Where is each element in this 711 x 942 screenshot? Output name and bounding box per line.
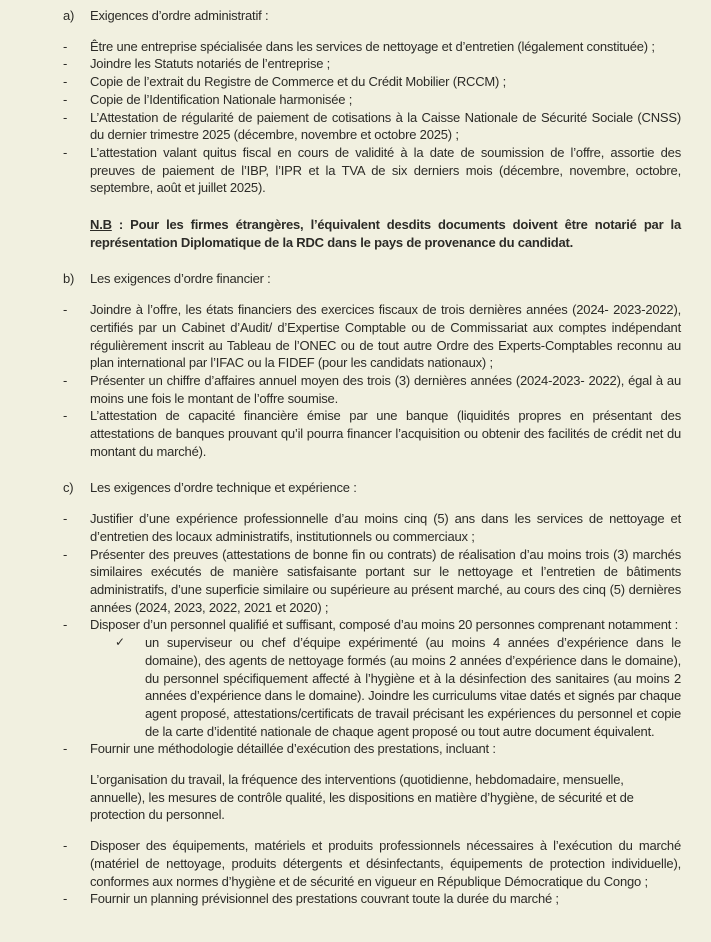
item-text: Fournir une méthodologie détaillée d’exécution des prestations, incluant : <box>90 741 496 757</box>
dash-marker: - <box>63 891 68 907</box>
section-label: a) <box>63 8 75 23</box>
dash-marker: - <box>63 511 68 527</box>
section-label: c) <box>63 480 74 496</box>
dash-marker: - <box>63 91 68 107</box>
item-text: Joindre les Statuts notariés de l’entreprise ; <box>90 56 331 72</box>
list-item <box>63 301 681 372</box>
section-technical <box>63 479 681 907</box>
list-item <box>63 144 681 197</box>
item-text: Copie de l’extrait du Registre de Commerce et du Crédit Mobilier (RCCM) ; <box>90 74 506 90</box>
dash-marker: - <box>63 74 68 90</box>
nb-text <box>90 216 681 251</box>
list-item <box>63 740 681 758</box>
dash-marker: - <box>63 56 68 72</box>
dash-marker: - <box>63 838 68 854</box>
item-text: Disposer d’un personnel qualifié et suffisant, composé d’au moins 20 personnes comprenant notamment : <box>90 617 679 633</box>
nb-note <box>63 216 681 251</box>
item-text: un superviseur ou chef d’équipe expérimenté (au moins 4 années d’expérience dans le domaine), des agents de nettoyage formés (au moins 2 années d’expérience dans le domaine), du personnel spécifiquement affecté à l’hygiène et à la désinfection des sanitaires (au moins 2 années d’expérience dans le domaine). Joindre les curriculums vitae datés et signés par chaque agent proposé, attestations/certificats de travail précisant les expériences du personnel et copie de la carte d’identité nationale de chaque agent proposé ou tout autre document équivalent. <box>145 635 681 739</box>
item-text: L’attestation de capacité financière émise par une banque (liquidités propres en présentant des attestations de banques prouvant qu’il pourra financer l’acquisition ou obtenir des facilités de crédit net du montant du marché). <box>90 408 681 459</box>
methodology-detail-text: L’organisation du travail, la fréquence des interventions (quotidienne, hebdomadaire, mensuelle, annuelle), les mesures de contrôle qualité, les dispositions en matière d’hygiène, de sécurité et de protection du personnel. <box>90 772 634 823</box>
list-item <box>63 616 681 634</box>
section-label: b) <box>63 271 75 287</box>
dash-marker: - <box>63 109 68 125</box>
nb-body: : Pour les firmes étrangères, l’équivalent desdits documents doivent être notarié par la représentation Diplomatique de la RDC dans le pays de provenance du candidat. <box>90 217 681 250</box>
list-item <box>63 55 681 73</box>
section-heading <box>63 479 681 497</box>
item-text: L’Attestation de régularité de paiement de cotisations à la Caisse Nationale de Sécurité Sociale (CNSS) du dernier trimestre 2025 (décembre, novembre et octobre 2025) ; <box>90 109 681 143</box>
item-text: Fournir un planning prévisionnel des prestations couvrant toute la durée du marché ; <box>90 891 559 907</box>
list-item <box>63 109 681 144</box>
item-text: Présenter un chiffre d’affaires annuel moyen des trois (3) dernières années (2024-2023- 2022), égal à au moins une fois le montant de l’offre soumise. <box>90 372 681 406</box>
item-text: Joindre à l’offre, les états financiers des exercices fiscaux de trois dernières années (2024- 2023-2022), certifiés par un Cabinet d’Audit/ d’Expertise Comptable ou de Commissariat aux comptes indépendant régulièrement inscrit au Tableau de l’ONEC ou de tout autre Ordre des Experts-Comptables reconnu au plan international par l’IFAC ou la FIDEF (pour les candidats nationaux) ; <box>90 302 681 371</box>
dash-marker: - <box>63 617 68 633</box>
list-item <box>63 73 681 91</box>
section-heading <box>63 7 681 25</box>
list-item <box>63 890 681 908</box>
dash-marker: - <box>63 741 68 757</box>
dash-marker: - <box>63 408 68 424</box>
item-text: Disposer des équipements, matériels et produits professionnels nécessaires à l’exécution du marché (matériel de nettoyage, produits détergents et désinfectants, équipements de protection individuelle), conformes aux normes d’hygiène et de sécurité en vigueur en République Démocratique du Congo ; <box>90 838 681 889</box>
item-text: Copie de l’Identification Nationale harmonisée ; <box>90 91 353 107</box>
list-item <box>63 837 681 890</box>
item-text: Être une entreprise spécialisée dans les services de nettoyage et d’entretien (légalement constituée) ; <box>90 38 655 54</box>
section-heading <box>63 270 681 288</box>
item-text: Présenter des preuves (attestations de bonne fin ou contrats) de réalisation d’au moins trois (3) marchés similaires exécutés de manière satisfaisante portant sur le nettoyage et l’entretien de bâtiments administratifs, d’une superficie similaire ou supérieure au présent marché, au cours des cinq (5) dernières années (2024, 2023, 2022, 2021 et 2020) ; <box>90 546 681 615</box>
list-item <box>63 546 681 617</box>
list-item <box>63 91 681 109</box>
list-item <box>63 38 681 56</box>
list-item <box>63 407 681 460</box>
section-financial <box>63 270 681 460</box>
dash-marker: - <box>63 372 68 388</box>
check-icon: ✓ <box>115 635 125 650</box>
section-administrative <box>63 7 681 197</box>
dash-marker: - <box>63 546 68 562</box>
list-item <box>63 372 681 407</box>
section-title: Les exigences d’ordre technique et expérience : <box>90 480 357 496</box>
section-title: Les exigences d’ordre financier : <box>90 271 271 287</box>
dash-marker: - <box>63 38 68 54</box>
dash-marker: - <box>63 144 68 160</box>
item-text: L’attestation valant quitus fiscal en cours de validité à la date de soumission de l’offre, assortie des preuves de paiement de l’IBP, l’IPR et la TVA de six derniers mois (décembre, novembre, octobre, septembre, août et juillet 2025). <box>90 144 681 196</box>
check-list-item <box>115 634 681 740</box>
section-title: Exigences d’ordre administratif : <box>90 8 269 23</box>
dash-marker: - <box>63 302 68 318</box>
list-item <box>63 510 681 545</box>
nb-label: N.B <box>90 217 112 233</box>
item-text: Justifier d’une expérience professionnelle d’au moins cinq (5) ans dans les services de nettoyage et d’entretien des locaux administratifs, institutionnels ou commerciaux ; <box>90 511 681 544</box>
